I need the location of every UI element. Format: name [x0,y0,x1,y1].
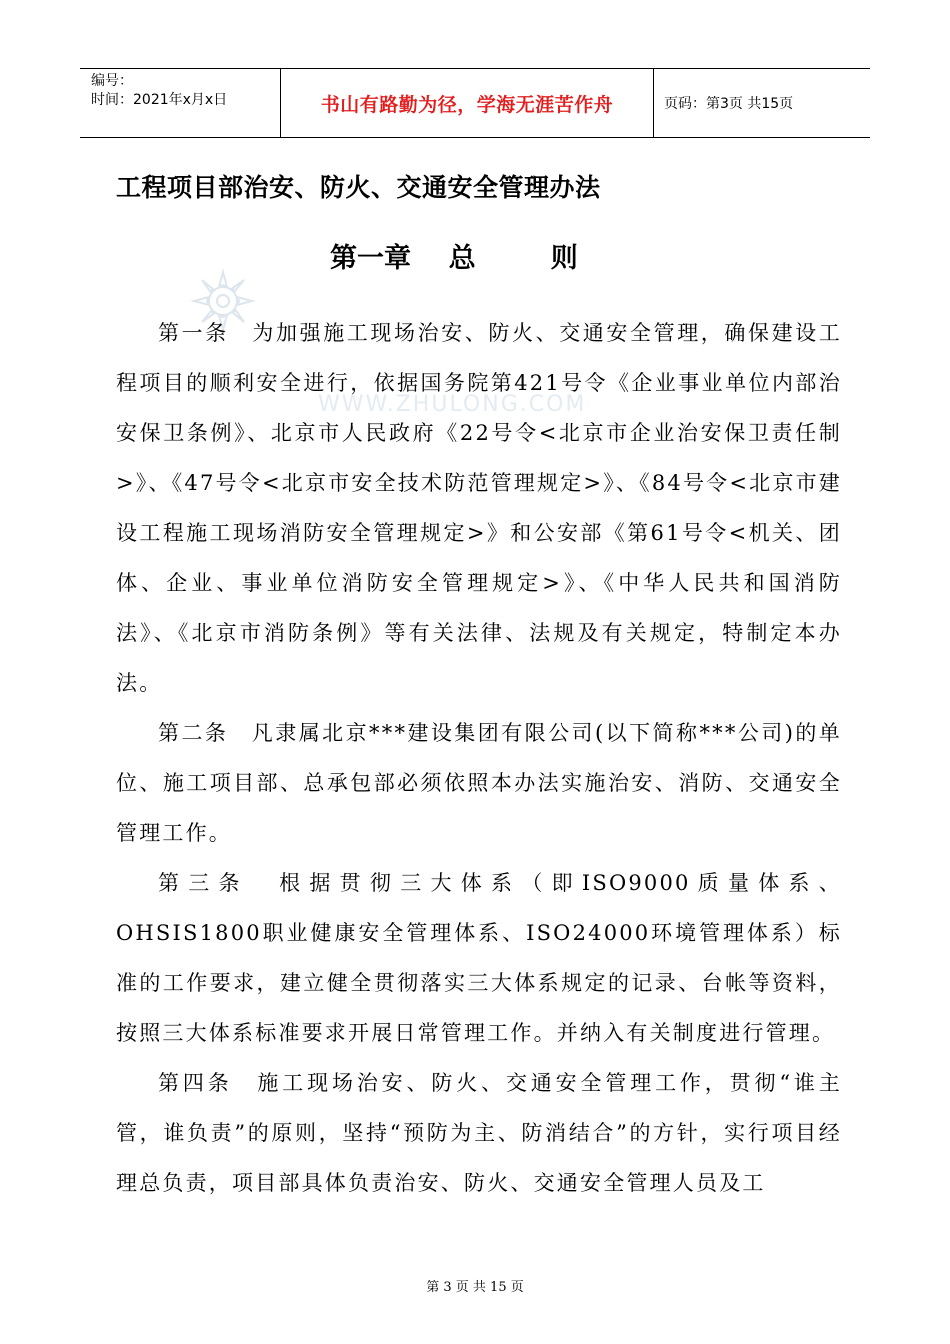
header-page-info: 页码：第3页 共15页 [664,96,794,112]
time-label: 时间：2021年x月x日 [91,92,228,108]
document-body [116,308,842,1208]
document-title: 工程项目部治安、防火、交通安全管理办法 [116,173,601,202]
header-meta [80,69,281,137]
header-motto: 书山有路勤为径，学海无涯苦作舟 [281,69,654,137]
article-1: 第一条 为加强施工现场治安、防火、交通安全管理，确保建设工程项目的顺利安全进行，依据国务院第421号令《企业事业单位内部治安保卫条例》、北京市人民政府《22号令<北京市企业治安保卫责任制>》、《47号令<北京市安全技术防范管理规定>》、《84号令<北京市建设工程施工现场消防安全管理规定>》和公安部《第61号令<机关、团体、企业、事业单位消防安全管理规定>》、《中华人民共和国消防法》、《北京市消防条例》等有关法律、法规及有关规定，特制定本办法。 [116,321,842,695]
page-footer: 第 3 页 共 15 页 [426,1280,524,1295]
number-label: 编号： [91,73,133,89]
watermark-text: WWW.ZHULONG.COM [318,392,587,417]
article-3: 第三条 根据贯彻三大体系（即ISO9000质量体系、OHSIS1800职业健康安全管理体系、ISO24000环境管理体系）标准的工作要求，建立健全贯彻落实三大体系规定的记录、台帐等资料，按照三大体系标准要求开展日常管理工作。并纳入有关制度进行管理。 [116,871,842,1045]
article-2: 第二条 凡隶属北京***建设集团有限公司(以下简称***公司)的单位、施工项目部、总承包部必须依照本办法实施治安、消防、交通安全管理工作。 [116,721,842,845]
chapter-title: 第一章 总 则 [330,243,578,274]
page-header [80,68,870,138]
article-4: 第四条 施工现场治安、防火、交通安全管理工作，贯彻“谁主管，谁负责”的原则，坚持“预防为主、防消结合”的方针，实行项目经理总负责，项目部具体负责治安、防火、交通安全管理人员及工 [116,1071,842,1195]
